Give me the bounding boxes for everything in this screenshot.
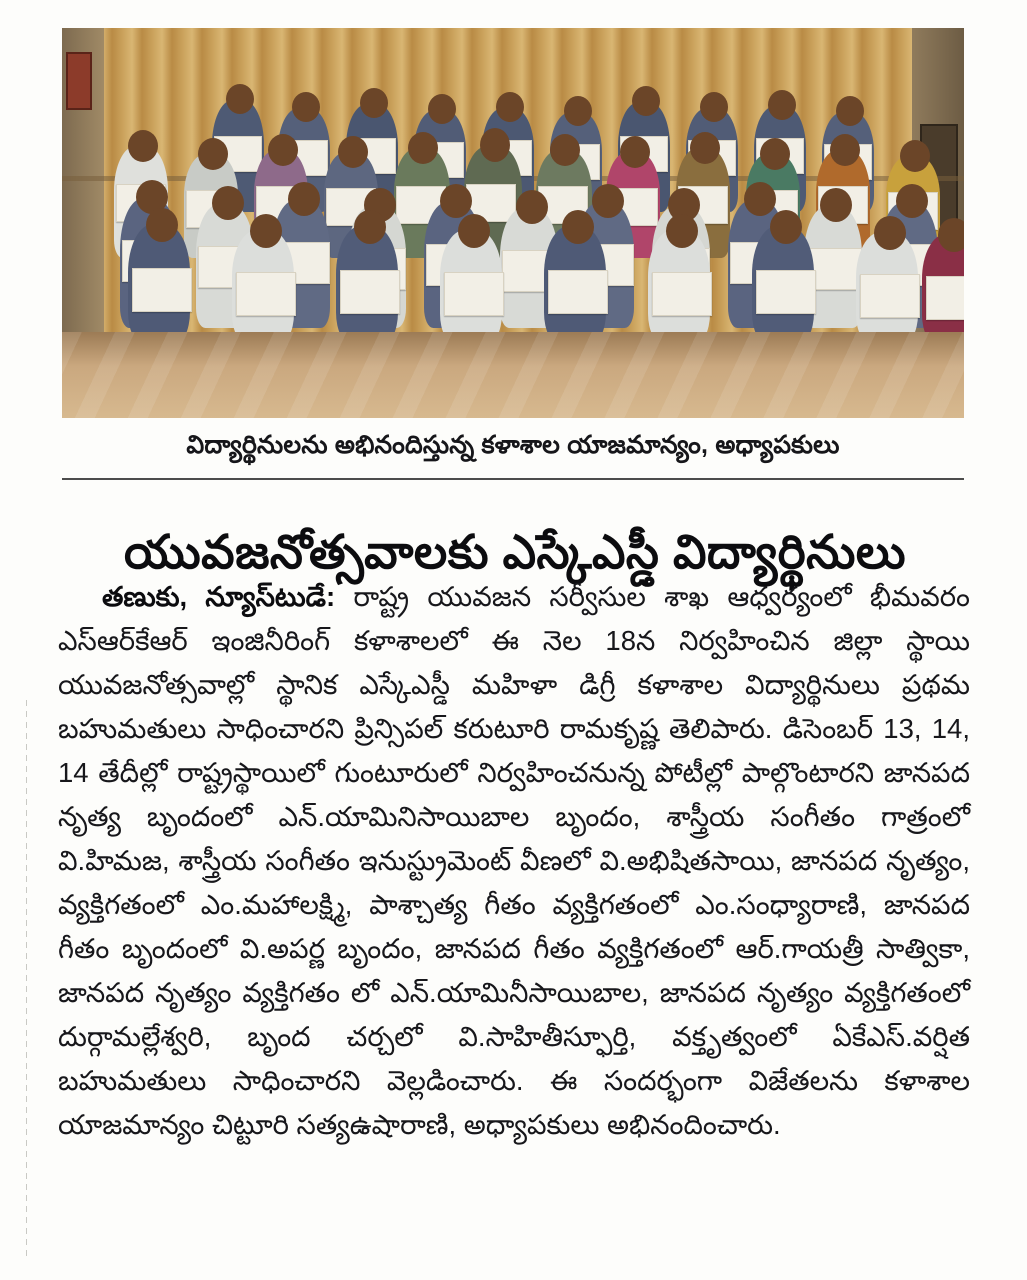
caption-divider: [62, 478, 964, 480]
wall-frame: [66, 52, 92, 110]
article-text: రాష్ట్ర యువజన సర్వీసుల శాఖ ఆధ్వర్యంలో భీమవరం ఎస్‌ఆర్‌కేఆర్ ఇంజినీరింగ్ కళాశాలలో ఈ నెల 18న నిర్వహించిన జిల్లా స్థాయి యువజనోత్సవాల్లో స్థానిక ఎస్కేఎస్డీ మహిళా డిగ్రీ కళాశాల విద్యార్థినులు ప్రథమ బహుమతులు సాధించారని ప్రిన్సిపల్ కరుటూరి రామకృష్ణ తెలిపారు. డిసెంబర్ 13, 14, 14 తేదీల్లో రాష్ట్రస్థాయిలో గుంటూరులో నిర్వహించనున్న పోటీల్లో పాల్గొంటారని జానపద నృత్య బృందంలో ఎన్.యామినిసాయిబాల బృందం, శాస్త్రీయ సంగీతం గాత్రంలో వి.హిమజ, శాస్త్రీయ సంగీతం ఇనుస్ట్రుమెంట్ వీణలో వి.అభిషితసాయి, జానపద నృత్యం, వ్యక్తిగతంలో ఎం.మహాలక్ష్మి, పాశ్చాత్య గీతం వ్యక్తిగతంలో ఎం.సంధ్యారాణి, జానపద గీతం బృందంలో వి.అపర్ణ బృందం, జానపద గీతం వ్యక్తిగతంలో ఆర్.గాయత్రీ సాత్వికా, జానపద నృత్యం వ్యక్తిగతం లో ఎన్.యామినీసాయిబాల, జానపద నృత్యం వ్యక్తిగతంలో దుర్గామల్లేశ్వరి, బృంద చర్చలో వి.సాహితీస్ఫూర్తి, వక్తృత్వంలో ఏకేఎస్.వర్షిత బహుమతులు సాధించారని వెల్లడించారు. ఈ సందర్భంగా విజేతలను కళాశాల యాజమాన్యం చిట్టూరి సత్యఉషారాణి, అధ్యాపకులు అభినందించారు.: [58, 581, 970, 1140]
photo-caption: విద్యార్థినులను అభినందిస్తున్న కళాశాల యాజమాన్యం, అధ్యాపకులు: [186, 431, 840, 459]
stage-floor-reflection: [62, 332, 964, 418]
article-paragraph: [58, 575, 970, 1147]
article-photo: [62, 28, 964, 418]
page-title: యువజనోత్సవాలకు ఎస్కేఎస్డీ విద్యార్థినులు: [123, 525, 907, 579]
page-margin-rule: [26, 700, 27, 1260]
dateline: తణుకు, న్యూస్‌టుడే:: [102, 581, 336, 612]
photo-backdrop: [62, 28, 964, 418]
article-body: [58, 575, 970, 1147]
